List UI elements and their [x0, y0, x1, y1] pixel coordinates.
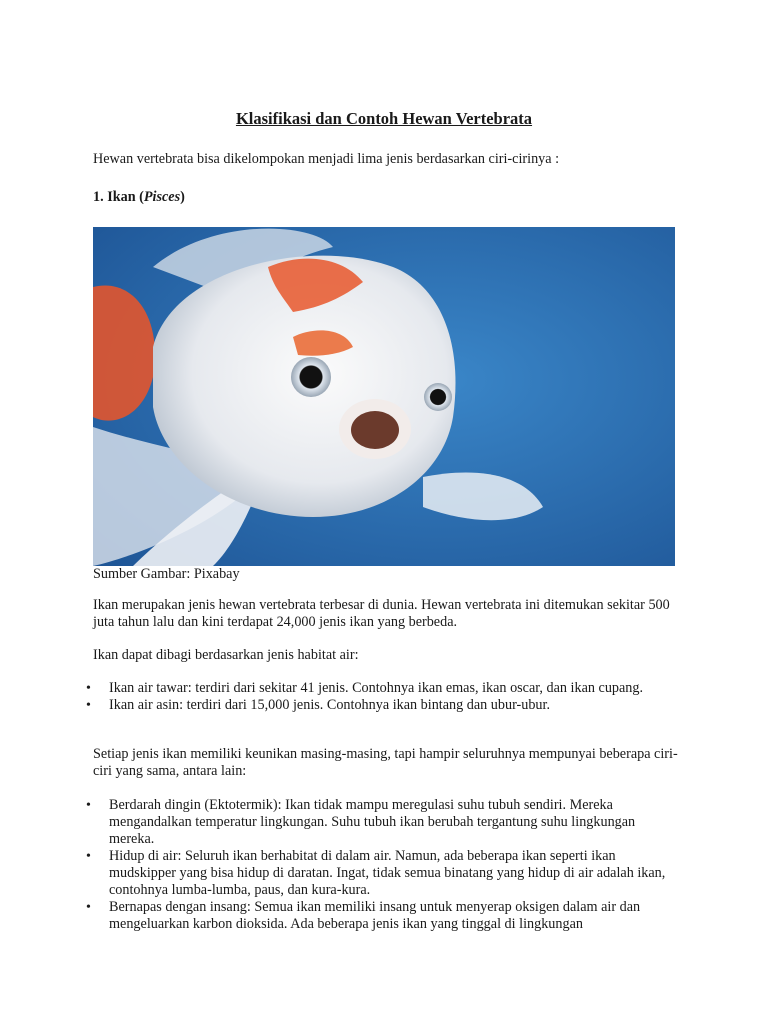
list-item-text: Ikan air asin: terdiri dari 15,000 jenis. Contohnya ikan bintang dan ubur-ubur. — [109, 697, 551, 713]
bullet-glyph: • — [86, 698, 91, 713]
section-heading-latin: Pisces — [143, 189, 181, 205]
bullet-glyph: • — [86, 798, 91, 813]
list-item-text: Berdarah dingin (Ektotermik): Ikan tidak mampu meregulasi suhu tubuh sendiri. Mereka mengandalkan temperatur lingkungan. Suhu tubuh ikan berubah tergantung suhu lingkungan mereka. — [109, 797, 636, 847]
document-title: Klasifikasi dan Contoh Hewan Vertebrata — [235, 109, 533, 128]
traits-list — [0, 797, 768, 933]
section-heading-prefix: 1. Ikan ( — [93, 189, 144, 205]
fish-photo — [93, 227, 675, 566]
bullet-glyph: • — [86, 681, 91, 696]
list-item — [0, 797, 669, 848]
section-heading-suffix: ) — [180, 189, 185, 205]
bullet-glyph: • — [86, 849, 91, 864]
image-caption: Sumber Gambar: Pixabay — [93, 566, 240, 582]
bullet-glyph: • — [86, 900, 91, 915]
koi-fish-illustration — [93, 227, 675, 566]
list-item-text: Hidup di air: Seluruh ikan berhabitat di dalam air. Namun, ada beberapa ikan seperti ikan mudskipper yang bisa hidup di daratan. Ingat, tidak semua binatang yang hidup di air adalah ikan, contohnya lumba-lumba, paus, dan kura-kura. — [109, 848, 666, 898]
list-item-text: Ikan air tawar: terdiri dari sekitar 41 jenis. Contohnya ikan emas, ikan oscar, dan ikan cupang. — [109, 680, 644, 696]
paragraph-habitat: Ikan dapat dibagi berdasarkan jenis habitat air: — [93, 647, 359, 663]
habitat-list — [0, 680, 768, 714]
intro-paragraph: Hewan vertebrata bisa dikelompokan menjadi lima jenis berdasarkan ciri-cirinya : — [93, 151, 560, 167]
list-item — [0, 848, 669, 899]
list-item — [0, 899, 669, 933]
list-item-text: Bernapas dengan insang: Semua ikan memiliki insang untuk menyerap oksigen dalam air dan mengeluarkan karbon dioksida. Ada beberapa jenis ikan yang tinggal di lingkungan — [109, 899, 641, 932]
paragraph-intro-ikan: Ikan merupakan jenis hewan vertebrata terbesar di dunia. Hewan vertebrata ini ditemukan sekitar 500 juta tahun lalu dan kini terdapat 24,000 jenis ikan yang berbeda. — [93, 597, 670, 630]
paragraph-traits-intro: Setiap jenis ikan memiliki keunikan masing-masing, tapi hampir seluruhnya mempunyai beberapa ciri-ciri yang sama, antara lain: — [93, 746, 678, 779]
list-item — [0, 697, 669, 714]
list-item — [0, 680, 669, 697]
section-heading-ikan — [93, 189, 185, 206]
